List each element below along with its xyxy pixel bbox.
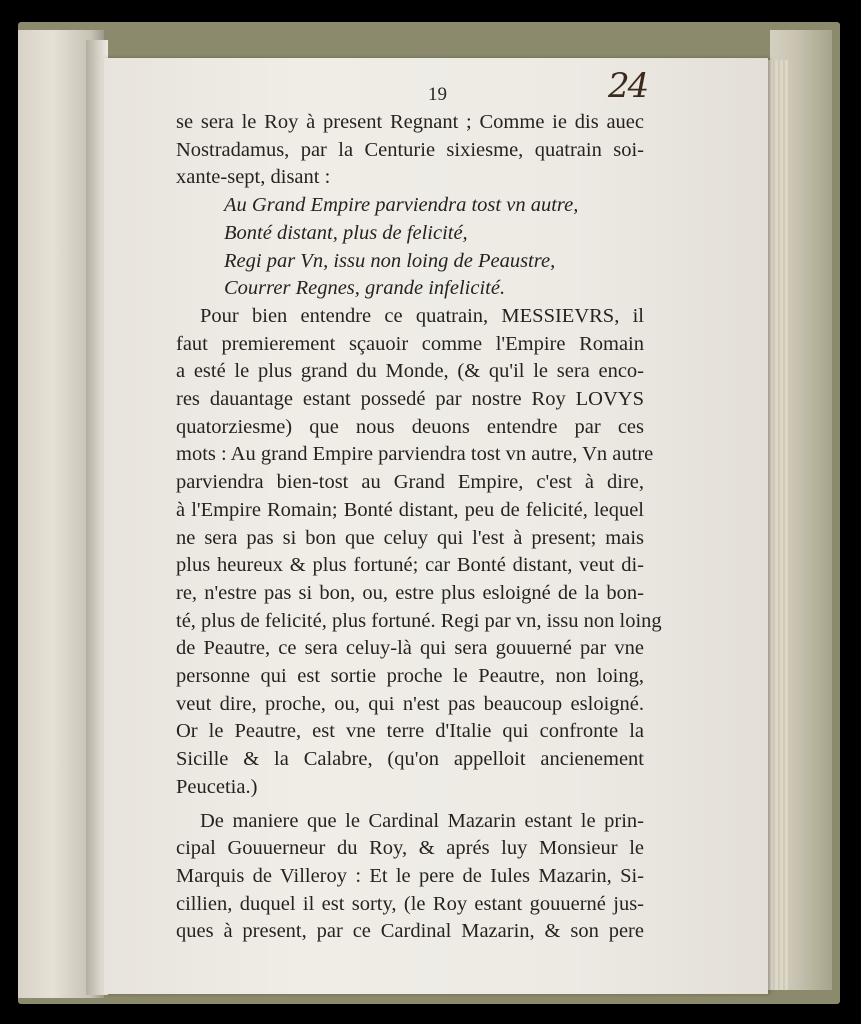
text-line: faut premierement sçauoir comme l'Empire Romain xyxy=(176,332,644,355)
text-line: re, n'estre pas si bon, ou, estre plus esloigné de la bon- xyxy=(176,581,644,604)
text-line: ques à present, par ce Cardinal Mazarin, & son pere xyxy=(176,920,644,943)
text-line: Sicille & la Calabre, (qu'on appelloit ancienement xyxy=(176,748,644,771)
text-line: Marquis de Villeroy : Et le pere de Iules Mazarin, Si- xyxy=(176,864,644,887)
text-line: Au Grand Empire parviendra tost vn autre, xyxy=(224,194,579,217)
text-line: ne sera pas si bon que celuy qui l'est à present; mais xyxy=(176,526,644,549)
text-line: Or le Peautre, est vne terre d'Italie qui confronte la xyxy=(176,720,644,743)
text-line: Bonté distant, plus de felicité, xyxy=(224,221,468,244)
text-line: cipal Gouuerneur du Roy, & aprés luy Monsieur le xyxy=(176,837,644,860)
text-line: res dauantage estant possedé par nostre Roy LOVYS xyxy=(176,388,644,410)
text-line: personne qui est sortie proche le Peautre, non loing, xyxy=(176,665,644,687)
text-line: se sera le Roy à present Regnant ; Comme ie dis auec xyxy=(176,111,644,133)
text-line: Pour bien entendre ce quatrain, MESSIEVRS, il xyxy=(200,304,644,327)
text-line: quatorziesme) que nous deuons entendre par ces xyxy=(176,415,644,438)
text-line: Courrer Regnes, grande infelicité. xyxy=(224,277,506,300)
text-line: de Peautre, ce sera celuy-là qui sera gouuerné par vne xyxy=(176,637,644,660)
text-line: veut dire, proche, ou, qui n'est pas beaucoup esloigné. xyxy=(176,692,644,715)
text-line: xante-sept, disant : xyxy=(176,166,331,189)
text-line: Regi par Vn, issu non loing de Peaustre, xyxy=(224,249,556,272)
text-line: a esté le plus grand du Monde, (& qu'il le sera enco- xyxy=(176,360,644,383)
text-line: mots : Au grand Empire parviendra tost vn autre, Vn autre xyxy=(176,443,654,466)
text-line: cillien, duquel il est sorty, (le Roy estant gouuerné jus- xyxy=(176,892,644,915)
text-line: parviendra bien-tost au Grand Empire, c'est à dire, xyxy=(176,471,644,494)
manuscript-page-number: 24 xyxy=(608,66,648,106)
text-line: Nostradamus, par la Centurie sixiesme, quatrain soi- xyxy=(176,138,644,161)
text-line: plus heureux & plus fortuné; car Bonté distant, veut di- xyxy=(176,554,644,577)
text-line: Peucetia.) xyxy=(176,775,258,798)
text-line: à l'Empire Romain; Bonté distant, peu de felicité, lequel xyxy=(176,498,644,521)
text-line: té, plus de felicité, plus fortuné. Regi par vn, issu non loing xyxy=(176,609,662,632)
printed-page-number: 19 xyxy=(428,84,447,105)
text-line: De maniere que le Cardinal Mazarin estant le prin- xyxy=(200,809,644,832)
